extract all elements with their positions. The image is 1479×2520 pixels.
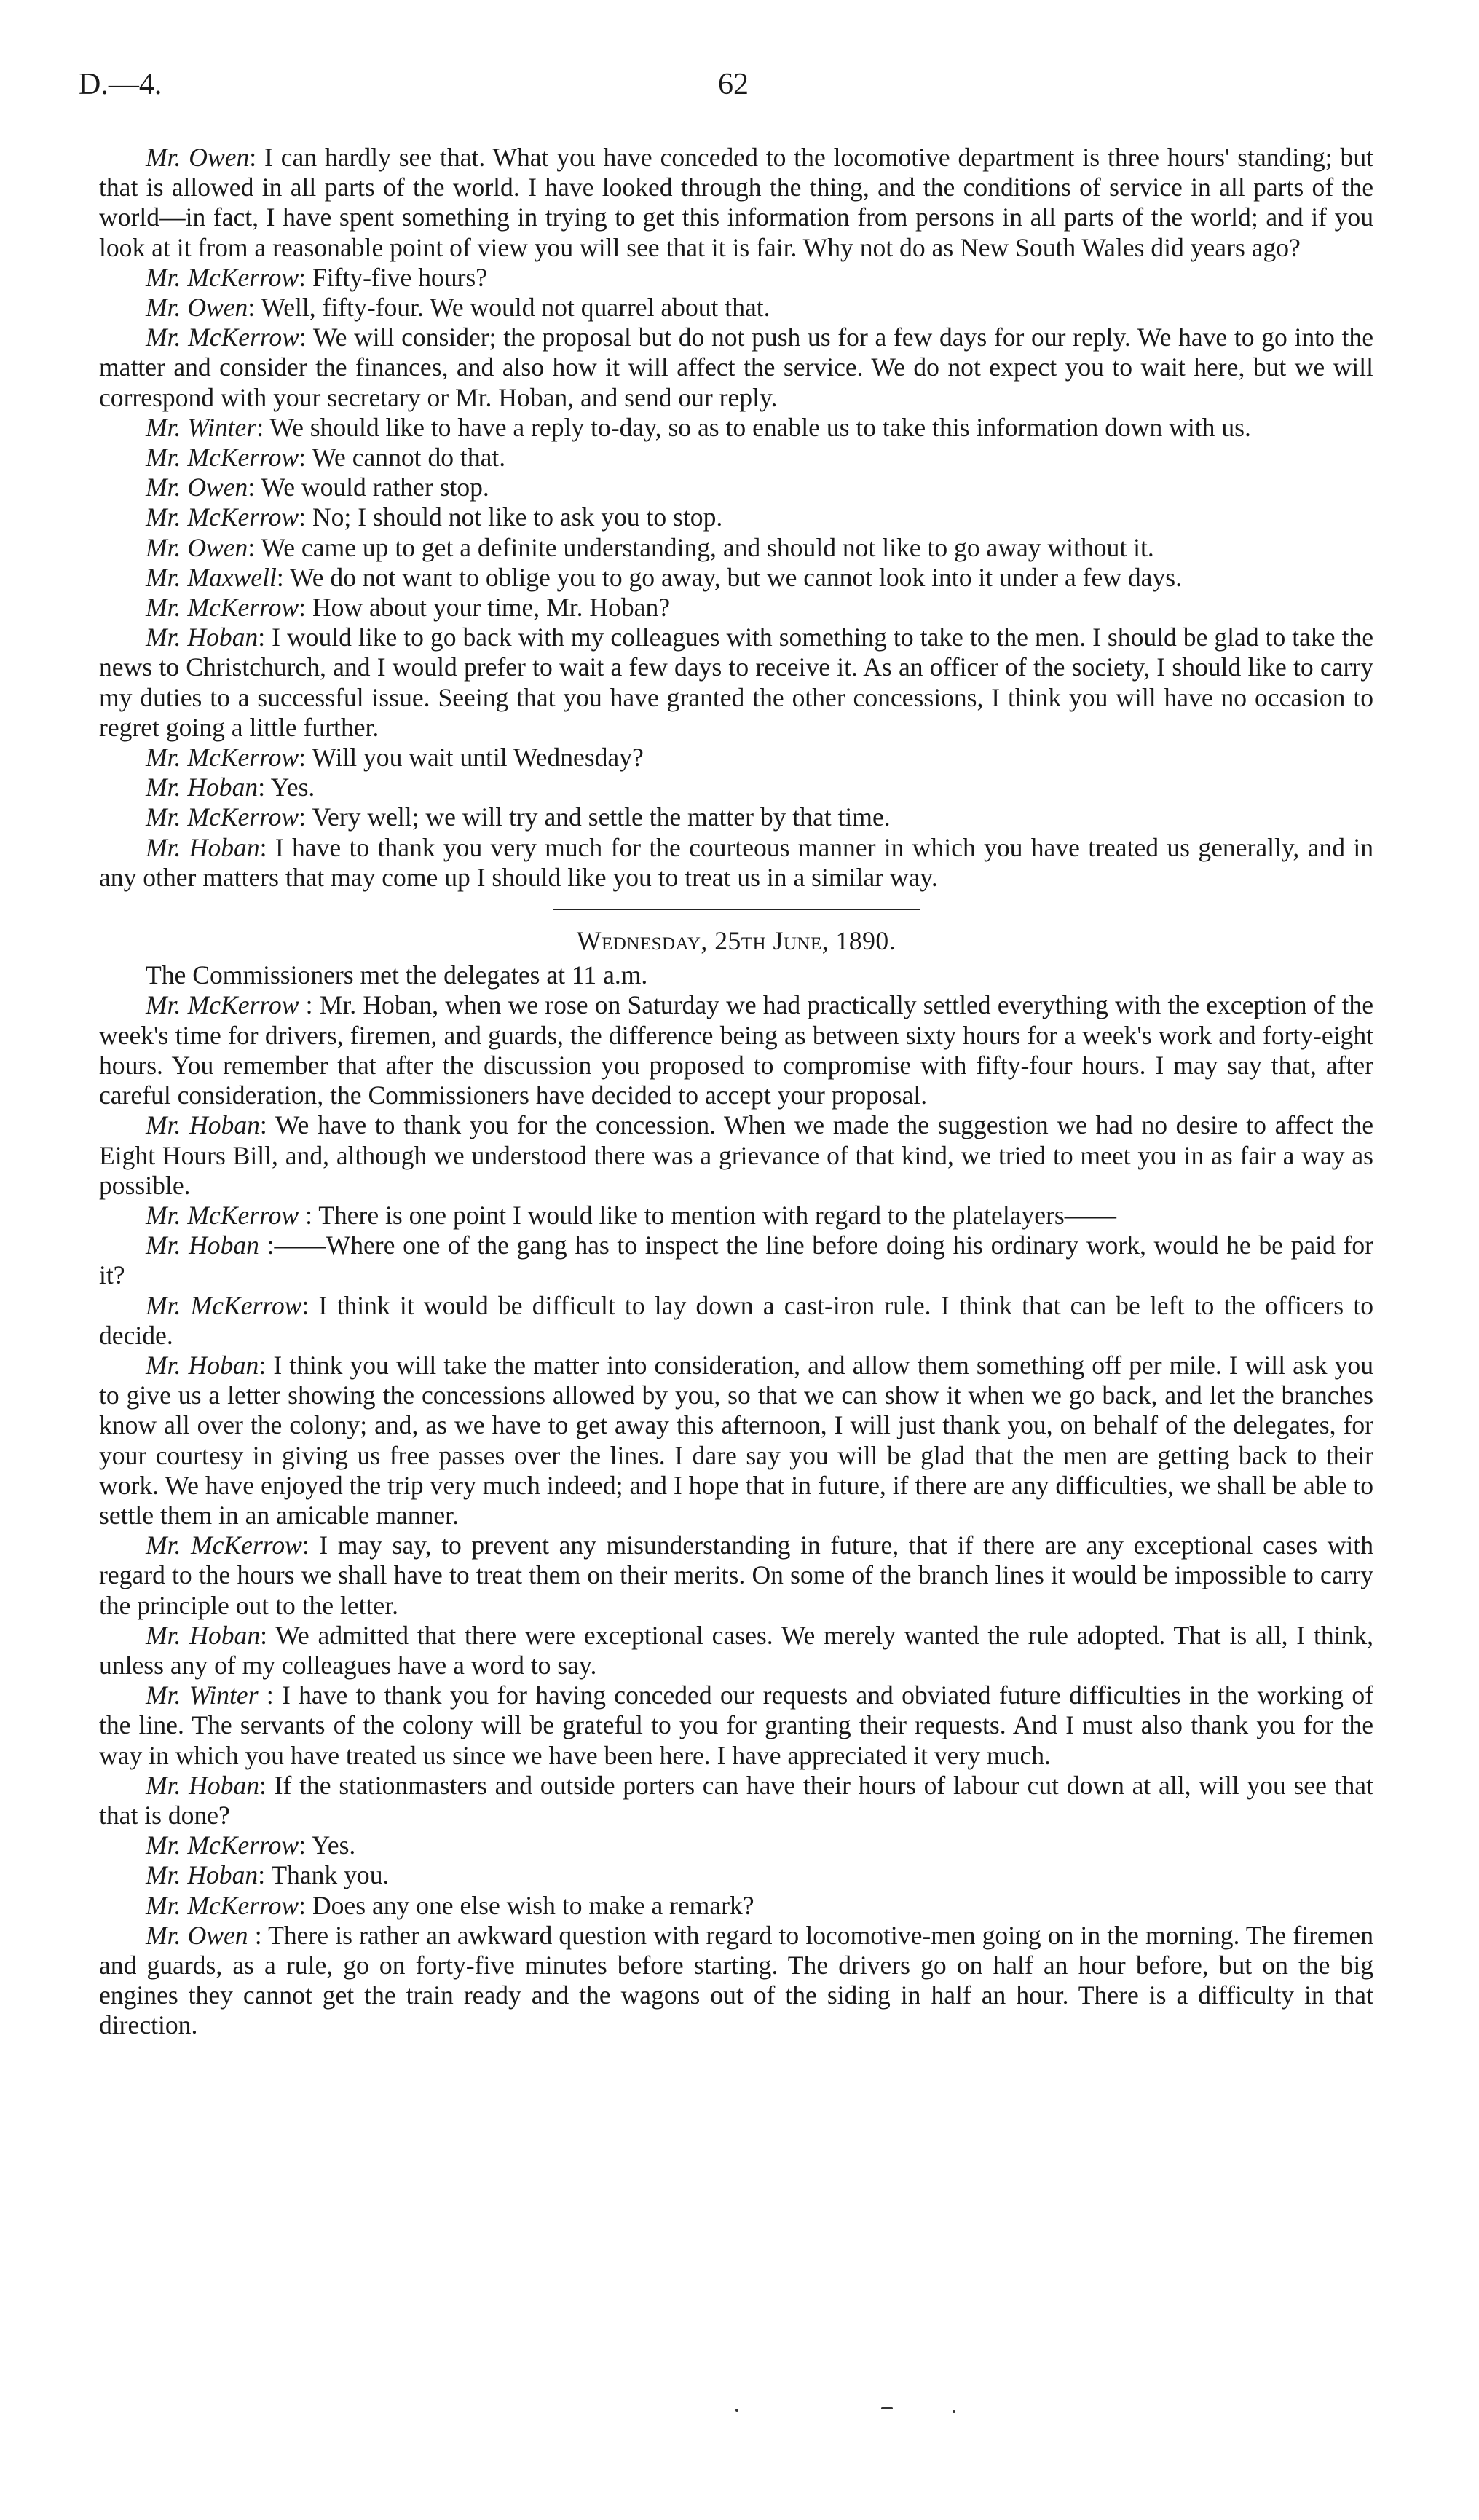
speaker-name: Mr. McKerrow [146, 1290, 302, 1320]
speaker-separator: : [259, 832, 275, 862]
speech-paragraph [99, 1291, 1373, 1351]
speech-text: ——Where one of the gang has to inspect the line before doing his ordinary work, would he be paid for it? [99, 1231, 1373, 1290]
speaker-separator: : [248, 473, 261, 502]
speech-text: We came up to get a definite understanding, and should not like to go away without it. [261, 532, 1154, 562]
speaker-name: Mr. McKerrow [146, 990, 299, 1020]
speaker-name: Mr. McKerrow [146, 262, 299, 292]
speech-text: I have to thank you very much for the courteous manner in which you have treated us generally, and in any other matters that may come up I should like you to treat us in a similar way. [99, 832, 1373, 892]
speech-paragraph [99, 443, 1373, 473]
speech-text: Will you wait until Wednesday? [312, 743, 644, 773]
speaker-name: Mr. Hoban [146, 1231, 259, 1260]
speech-text: Yes. [270, 773, 315, 802]
speech-text: I think it would be difficult to lay down a cast-iron rule. I think that can be left to the officers to decide. [99, 1290, 1373, 1350]
speaker-separator: : [248, 532, 261, 562]
speech-paragraph [99, 533, 1373, 563]
speech-text: Yes. [311, 1830, 356, 1860]
speech-text: I think you will take the matter into consideration, and allow them something off per mile. I will ask you to give us a letter showing the concessions allowed by you, so that we can show it when we go back, and let the branches know all over the colony; and, as we have to get away this afternoon, I will just thank you, on behalf of the delegates, for your courtesy in giving us free passes over the lines. I dare say you will be glad that the men are getting back to their work. We have enjoyed the trip very much indeed; and I hope that in future, if there are any difficulties, we shall be able to settle them in an amicable manner. [99, 1350, 1374, 1530]
speaker-separator: : [259, 1350, 274, 1380]
speech-paragraph [99, 502, 1373, 532]
speech-text: I may say, to prevent any misunderstanding in future, that if there are any exceptional cases with regard to the hours we shall have to treat them on their merits. On some of the branch lines it would be impossible to carry the principle out to the letter. [99, 1530, 1373, 1620]
speaker-separator: : [299, 990, 320, 1020]
speaker-name: Mr. Owen [146, 1920, 248, 1950]
speaker-separator: : [299, 593, 312, 623]
speaker-name: Mr. Hoban [146, 623, 259, 652]
speech-paragraph [99, 1860, 1373, 1890]
speaker-name: Mr. Owen [146, 532, 248, 562]
speech-text: There is rather an awkward question with regard to locomotive-men going on in the morning. The firemen and guards, as a rule, go on forty-five minutes before starting. The drivers go on half an hour before, but on the big engines they cannot get the train ready and the wagons out of the siding in half an hour. There is a difficulty in that direction. [99, 1920, 1373, 2040]
speech-paragraph [99, 1110, 1373, 1201]
speaker-name: Mr. Winter [146, 1680, 259, 1710]
speech-paragraph [99, 1621, 1373, 1680]
speaker-separator: : [256, 412, 270, 442]
speaker-separator: : [299, 1890, 312, 1920]
speech-paragraph [99, 1921, 1373, 2041]
speech-text: Well, fifty-four. We would not quarrel about that. [261, 293, 770, 323]
speech-paragraph [99, 990, 1373, 1110]
speech-text: No; I should not like to ask you to stop. [312, 502, 723, 532]
speaker-name: Mr. Hoban [146, 1770, 260, 1800]
speaker-name: Mr. Owen [146, 293, 248, 323]
speaker-separator: : [249, 143, 265, 172]
transcript-section-2 [99, 990, 1373, 2040]
speech-text: We would rather stop. [261, 473, 489, 502]
speaker-separator: : [299, 323, 313, 352]
speech-text: We do not want to oblige you to go away, but we cannot look into it under a few days. [289, 562, 1182, 592]
speech-paragraph [99, 593, 1373, 623]
speaker-name: Mr. Hoban [146, 832, 260, 862]
speaker-name: Mr. McKerrow [146, 743, 299, 773]
speech-paragraph [99, 413, 1373, 443]
speaker-name: Mr. Owen [146, 473, 248, 502]
speech-text: Does any one else wish to make a remark? [312, 1890, 754, 1920]
speaker-name: Mr. McKerrow [146, 1530, 302, 1560]
speech-paragraph [99, 293, 1373, 323]
document-body [99, 143, 1373, 2041]
speaker-separator: : [258, 1680, 283, 1710]
page-header [79, 67, 1370, 111]
print-specks [735, 2406, 954, 2414]
speaker-name: Mr. Winter [146, 412, 257, 442]
speech-text: I have to thank you for having conceded our requests and obviated future difficulties in the working of the line. The servants of the colony will be grateful to you for granting their requests. And I must also thank you for the way in which you have treated us since we have been here. I have appreciated it very much. [99, 1680, 1373, 1770]
speaker-separator: : [299, 802, 312, 832]
speech-paragraph [99, 773, 1373, 802]
speech-paragraph [99, 1351, 1373, 1530]
speaker-separator: : [299, 1200, 319, 1230]
speech-paragraph [99, 833, 1373, 893]
speech-paragraph [99, 802, 1373, 832]
speech-text: We admitted that there were exceptional cases. We merely wanted the rule adopted. That is all, I think, unless any of my colleagues have a word to say. [99, 1620, 1373, 1680]
date-heading: Wednesday, 25th June, 1890. [576, 926, 896, 956]
speaker-name: Mr. McKerrow [146, 1890, 299, 1920]
speaker-separator: : [258, 773, 271, 802]
speech-text: We cannot do that. [312, 443, 506, 473]
speaker-separator: : [248, 293, 261, 323]
transcript-section-1 [99, 143, 1373, 893]
speaker-name: Mr. Hoban [146, 1860, 259, 1890]
speaker-separator: : [258, 623, 272, 652]
speech-text: How about your time, Mr. Hoban? [312, 593, 671, 623]
speech-paragraph [99, 143, 1373, 263]
speech-text: There is one point I would like to mention with regard to the platelayers—— [318, 1200, 1116, 1230]
speaker-separator: : [299, 502, 312, 532]
speech-paragraph [99, 473, 1373, 502]
speaker-separator: : [301, 1290, 319, 1320]
speech-text: We have to thank you for the concession. When we made the suggestion we had no desire to affect the Eight Hours Bill, and, although we understood there was a grievance of that kind, we tried to meet you in as fair a way as possible. [99, 1110, 1373, 1200]
speaker-separator: : [301, 1530, 320, 1560]
speaker-name: Mr. Hoban [146, 1620, 261, 1650]
speaker-separator: : [299, 743, 312, 773]
speech-text: Thank you. [271, 1860, 390, 1890]
section-divider [553, 909, 920, 910]
speech-paragraph [99, 563, 1373, 593]
speech-paragraph [99, 1830, 1373, 1860]
speech-text: Fifty-five hours? [312, 262, 488, 292]
speech-paragraph [99, 1891, 1373, 1921]
speech-paragraph [99, 263, 1373, 293]
speaker-name: Mr. McKerrow [146, 1830, 299, 1860]
speaker-separator: : [259, 1110, 275, 1140]
speaker-name: Mr. McKerrow [146, 802, 299, 832]
speaker-separator: : [299, 1830, 312, 1860]
speech-text: We will consider; the proposal but do not push us for a few days for our reply. We have to go into the matter and consider the finances, and also how it will affect the service. We do not expect you to wait here, but we will correspond with your secretary or Mr. Hoban, and send our reply. [99, 323, 1374, 412]
speaker-name: Mr. McKerrow [146, 323, 299, 352]
speaker-name: Mr. McKerrow [146, 1200, 299, 1230]
opening-line: The Commissioners met the delegates at 11 a.m. [146, 960, 648, 990]
page-number: 62 [718, 68, 749, 101]
speech-paragraph [99, 743, 1373, 773]
speaker-separator: : [276, 562, 290, 592]
speech-paragraph [99, 1530, 1373, 1621]
speaker-name: Mr. McKerrow [146, 593, 299, 623]
speech-paragraph [99, 1201, 1373, 1231]
speaker-name: Mr. McKerrow [146, 502, 299, 532]
speaker-name: Mr. Hoban [146, 1350, 259, 1380]
speech-paragraph [99, 1231, 1373, 1290]
document-reference: D.—4. [79, 68, 162, 101]
speaker-separator: : [299, 262, 312, 292]
speaker-name: Mr. Owen [146, 143, 250, 172]
speaker-separator: : [259, 1231, 275, 1260]
speech-text: We should like to have a reply to-day, so as to enable us to take this information down with us. [269, 412, 1251, 442]
speaker-name: Mr. Hoban [146, 1110, 260, 1140]
speech-text: Mr. Hoban, when we rose on Saturday we had practically settled everything with the exception of the week's time for drivers, firemen, and guards, the difference being as between sixty hours for a week's work and forty-eight hours. You remember that after the discussion you proposed to compromise with fifty-four hours. I may say that, after careful consideration, the Commissioners have decided to accept your proposal. [99, 990, 1373, 1110]
speech-text: Very well; we will try and settle the matter by that time. [312, 802, 891, 832]
speech-paragraph [99, 1680, 1373, 1771]
speech-text: I can hardly see that. What you have conceded to the locomotive department is three hours' standing; but that is allowed in all parts of the world. I have looked through the thing, and the conditions of service in all parts of the world—in fact, I have spent something in trying to get this information from persons in all parts of the world; and if you look at it from a reasonable point of view you will see that it is fair. Why not do as New South Wales did years ago? [99, 143, 1374, 262]
speaker-name: Mr. McKerrow [146, 443, 299, 473]
speech-paragraph [99, 323, 1373, 413]
speech-paragraph [99, 623, 1373, 743]
speaker-separator: : [260, 1620, 276, 1650]
speaker-name: Mr. Hoban [146, 773, 259, 802]
speaker-separator: : [299, 443, 312, 473]
speaker-name: Mr. Maxwell [146, 562, 277, 592]
speaker-separator: : [258, 1860, 272, 1890]
speech-text: If the stationmasters and outside porters can have their hours of labour cut down at all, will you see that that is done? [99, 1770, 1373, 1830]
speech-paragraph [99, 1771, 1373, 1830]
speaker-separator: : [248, 1920, 269, 1950]
speech-text: I would like to go back with my colleagues with something to take to the men. I should be glad to take the news to Christchurch, and I would prefer to wait a few days to receive it. As an officer of the society, I should like to carry my duties to a successful issue. Seeing that you have granted the other concessions, I think you will have no occasion to regret going a little further. [99, 623, 1373, 742]
speaker-separator: : [259, 1770, 275, 1800]
